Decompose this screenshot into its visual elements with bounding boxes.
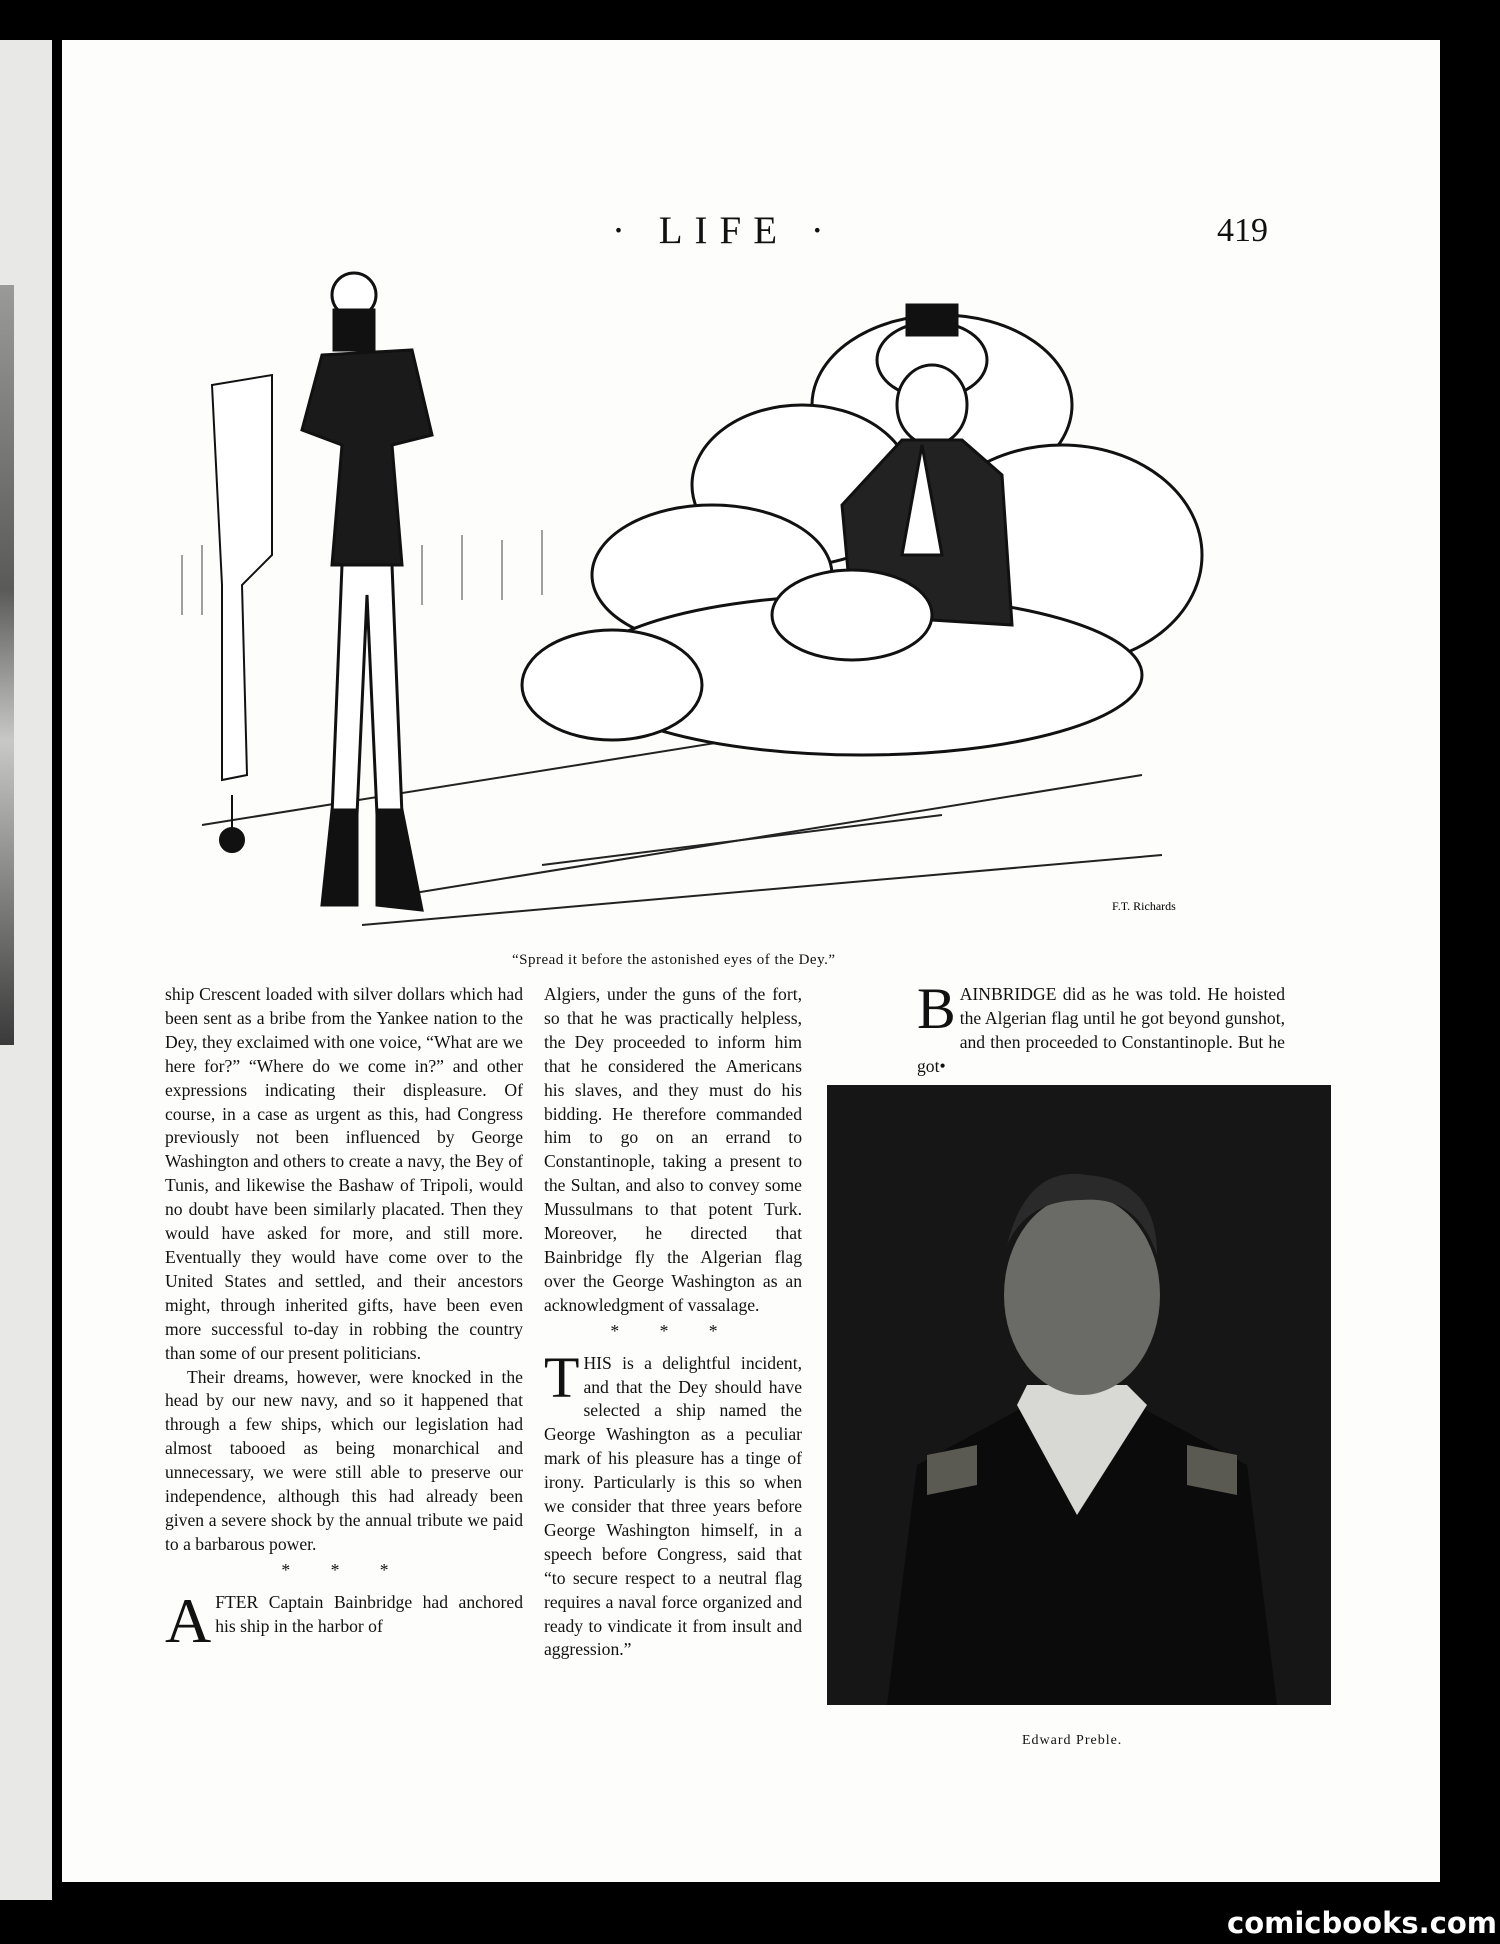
col2-paragraph-2: THIS is a delightful incident, and that the Dey should have selected a ship named the George Washington as a peculiar mark of his pleasure has a tinge of irony. Particularly is this so when we consider that three years before George Washington himself, in a speech before Congress, said that “to secure respect to a neutral flag requires a naval force organized and ready to vindicate it from insult and aggression.”: [544, 1344, 802, 1660]
section-divider: * * *: [281, 1559, 407, 1580]
left-page-photo: [0, 285, 14, 1045]
col2-paragraph-1: Algiers, under the guns of the fort, so that he was practically helpless, the Dey proceeded to inform him that he considered the Americans his slaves, and they must do his bidding. He therefore commanded him to go on an errand to Constantinople, taking a present to the Sultan, and also to convey some Mussulmans to that potent Turk. Moreover, he directed that Bainbridge fly the Algerian flag over the George Washington as an acknowledgment of vassalage.: [544, 984, 802, 1315]
col1-paragraph-1: ship Crescent loaded with silver dollars which had been sent as a bribe from the Yankee nation to the Dey, they exclaimed with one voice, “What are we here for?” “Where do we come in?” and other expressions indicating their displeasure. Of course, in a case as urgent as this, had Congress previously not been influenced by George Washington and others to create a navy, the Bey of Tunis, and likewise the Bashaw of Tripoli, would no doubt have been similarly placated. Then they would have asked for more, and still more. Eventually they would have come over to the United States and settled, and their ancestors might, through inherited gifts, have been even more successful to-day in robbing the country than some of our present politicians.: [165, 984, 523, 1363]
artist-signature: F.T. Richards: [1112, 899, 1176, 913]
officer-figure: [302, 273, 432, 910]
column-1: [165, 983, 523, 1656]
col1-paragraph-2: Their dreams, however, were knocked in the head by our new navy, and so it happened that through a few ships, which our legislation had almost tabooed as being monarchical and unnecessary, we were still able to preserve our independence, although this had already been given a severe shock by the annual tribute we paid to a barbarous power.: [165, 1366, 523, 1554]
portrait-caption: Edward Preble.: [1022, 1733, 1123, 1748]
drop-cap: A: [165, 1584, 212, 1656]
col1-paragraph-3: AFTER Captain Bainbridge had anchored his ship in the harbor of: [165, 1584, 523, 1656]
column-2: [544, 983, 802, 1662]
drop-cap: T: [544, 1344, 580, 1410]
col3-paragraph-1: BAINBRIDGE did as he was told. He hoisted the Algerian flag until he got beyond gunshot, and then proceeded to Constantinople. But he got•: [917, 976, 1285, 1076]
drop-cap: B: [917, 976, 956, 1041]
masthead: · LIFE ·: [612, 209, 836, 252]
edward-preble-portrait: [827, 1085, 1331, 1705]
section-divider: * * *: [610, 1320, 736, 1341]
page-number: 419: [1217, 212, 1268, 249]
scroll-document: [212, 375, 272, 852]
watermark: comicbooks.com: [1227, 1906, 1497, 1940]
cartoon-illustration: [162, 255, 1342, 945]
left-page-edge: [0, 40, 52, 1900]
magazine-page: [62, 40, 1440, 1882]
column-3: [917, 976, 1285, 1079]
illustration-caption: “Spread it before the astonished eyes of the Dey.”: [512, 952, 836, 968]
